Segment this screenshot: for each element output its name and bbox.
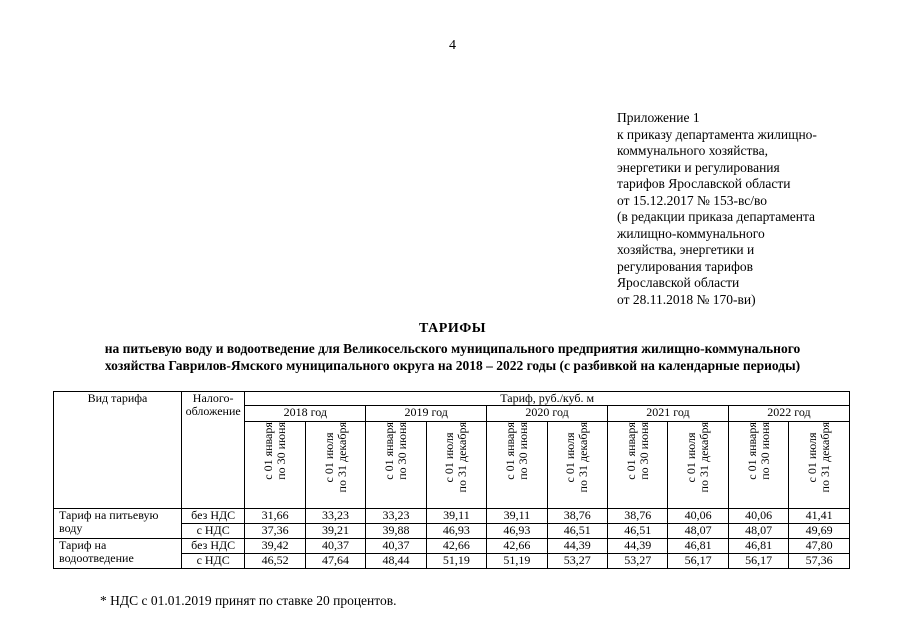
appendix-line: тарифов Ярославской области bbox=[617, 176, 791, 191]
tariff-value: 51,19 bbox=[426, 554, 486, 569]
header-year: 2021 год bbox=[608, 406, 729, 422]
period-label-line: с 01 июля bbox=[442, 432, 457, 483]
subtitle-line: хозяйства Гаврилов-Ямского муниципального округа на 2018 – 2022 годы (с разбивкой на календарные периоды) bbox=[104, 358, 801, 373]
period-label-line: с 01 января bbox=[502, 422, 517, 480]
appendix-line: к приказу департамента жилищно- bbox=[617, 126, 817, 142]
tariffs-table bbox=[53, 391, 850, 569]
period-label-line: по 30 июня bbox=[274, 422, 289, 480]
tariff-value: 39,42 bbox=[245, 539, 305, 554]
period-label-line: с 01 января bbox=[381, 422, 396, 480]
footnote: * НДС с 01.01.2019 принят по ставке 20 процентов. bbox=[100, 593, 397, 608]
header-taxation bbox=[181, 392, 244, 509]
tariff-value: 56,17 bbox=[668, 554, 728, 569]
tariff-value: 47,64 bbox=[305, 554, 365, 569]
tariff-value: 49,69 bbox=[789, 524, 850, 539]
tariff-value: 39,21 bbox=[305, 524, 365, 539]
tariff-value: 40,06 bbox=[728, 509, 788, 524]
taxation-cell: без НДС bbox=[181, 509, 244, 524]
tariff-value: 41,41 bbox=[789, 509, 850, 524]
appendix-line: Ярославской области bbox=[617, 275, 740, 290]
header-year: 2020 год bbox=[487, 406, 608, 422]
period-label-line: по 31 декабря bbox=[697, 422, 712, 493]
period-label bbox=[685, 422, 711, 492]
period-label bbox=[806, 422, 832, 492]
period-label bbox=[383, 422, 409, 480]
tariff-value: 56,17 bbox=[728, 554, 788, 569]
tariff-value: 46,93 bbox=[426, 524, 486, 539]
page-number: 4 bbox=[449, 38, 456, 53]
tariff-value: 38,76 bbox=[547, 509, 607, 524]
tariff-name: Тариф на питьевую воду bbox=[54, 509, 182, 539]
header-year: 2018 год bbox=[245, 406, 366, 422]
header-period bbox=[245, 422, 305, 509]
header-taxation-line: Налого- bbox=[192, 391, 234, 405]
period-label-line: по 31 декабря bbox=[455, 422, 470, 493]
tariff-value: 39,11 bbox=[426, 509, 486, 524]
tariff-value: 51,19 bbox=[487, 554, 547, 569]
period-label-line: по 30 июня bbox=[394, 422, 409, 480]
period-label bbox=[443, 422, 469, 492]
appendix-line: жилищно-коммунального bbox=[617, 225, 765, 241]
taxation-cell: с НДС bbox=[181, 554, 244, 569]
header-period bbox=[789, 422, 850, 509]
tariff-value: 42,66 bbox=[426, 539, 486, 554]
period-label-line: по 31 декабря bbox=[576, 422, 591, 493]
tariff-value: 42,66 bbox=[487, 539, 547, 554]
tariff-value: 57,36 bbox=[789, 554, 850, 569]
header-taxation-line: обложение bbox=[185, 404, 241, 418]
tariff-value: 46,93 bbox=[487, 524, 547, 539]
tariff-value: 39,11 bbox=[487, 509, 547, 524]
tariff-value: 44,39 bbox=[608, 539, 668, 554]
tariff-value: 37,36 bbox=[245, 524, 305, 539]
period-label-line: по 31 декабря bbox=[818, 422, 833, 493]
header-period bbox=[426, 422, 486, 509]
table-row bbox=[54, 539, 850, 554]
appendix-line: хозяйства, энергетики и bbox=[617, 242, 755, 257]
taxation-cell: без НДС bbox=[181, 539, 244, 554]
period-label-line: с 01 июля bbox=[321, 432, 336, 483]
header-period bbox=[728, 422, 788, 509]
period-label-line: по 30 июня bbox=[636, 422, 651, 480]
period-label bbox=[564, 422, 590, 492]
header-period bbox=[668, 422, 728, 509]
tariff-value: 40,37 bbox=[305, 539, 365, 554]
tariff-value: 53,27 bbox=[547, 554, 607, 569]
header-period bbox=[487, 422, 547, 509]
table-row bbox=[54, 509, 850, 524]
appendix-line: от 28.11.2018 № 170-ви) bbox=[617, 291, 756, 307]
tariff-value: 47,80 bbox=[789, 539, 850, 554]
header-year: 2019 год bbox=[366, 406, 487, 422]
tariff-value: 44,39 bbox=[547, 539, 607, 554]
header-year: 2022 год bbox=[728, 406, 849, 422]
tariff-name: Тариф на водоотведение bbox=[54, 539, 182, 569]
taxation-cell: с НДС bbox=[181, 524, 244, 539]
tariff-value: 46,81 bbox=[668, 539, 728, 554]
period-label bbox=[323, 422, 349, 492]
tariff-value: 39,88 bbox=[366, 524, 426, 539]
period-label bbox=[625, 422, 651, 480]
appendix-line: (в редакции приказа департамента bbox=[617, 209, 816, 224]
period-label bbox=[262, 422, 288, 480]
tariff-value: 48,44 bbox=[366, 554, 426, 569]
period-label-line: по 30 июня bbox=[757, 422, 772, 480]
tariff-value: 46,51 bbox=[608, 524, 668, 539]
appendix-line: регулирования тарифов bbox=[617, 258, 754, 274]
period-label-line: по 30 июня bbox=[515, 422, 530, 480]
period-label-line: с 01 января bbox=[623, 422, 638, 480]
period-label-line: с 01 января bbox=[261, 422, 276, 480]
period-label bbox=[504, 422, 530, 480]
subtitle-line: на питьевую воду и водоотведение для Великосельского муниципального предприятия жилищно-коммунального bbox=[104, 341, 801, 356]
tariff-value: 38,76 bbox=[608, 509, 668, 524]
header-period bbox=[608, 422, 668, 509]
period-label-line: по 31 декабря bbox=[334, 422, 349, 493]
appendix-line: коммунального хозяйства, bbox=[617, 143, 768, 158]
header-tariff-unit: Тариф, руб./куб. м bbox=[245, 392, 850, 406]
document-title: ТАРИФЫ bbox=[419, 321, 486, 336]
tariff-value: 48,07 bbox=[728, 524, 788, 539]
header-period bbox=[366, 422, 426, 509]
tariff-value: 46,52 bbox=[245, 554, 305, 569]
appendix-block bbox=[617, 110, 897, 308]
tariff-value: 53,27 bbox=[608, 554, 668, 569]
appendix-line: энергетики и регулирования bbox=[617, 159, 780, 175]
appendix-line: Приложение 1 bbox=[617, 110, 700, 125]
period-label-line: с 01 января bbox=[744, 422, 759, 480]
period-label bbox=[746, 422, 772, 480]
period-label-line: с 01 июля bbox=[563, 432, 578, 483]
tariff-value: 40,37 bbox=[366, 539, 426, 554]
period-label-line: с 01 июля bbox=[684, 432, 699, 483]
tariff-value: 31,66 bbox=[245, 509, 305, 524]
document-subtitle bbox=[40, 340, 865, 374]
header-period bbox=[547, 422, 607, 509]
tariff-value: 33,23 bbox=[305, 509, 365, 524]
tariff-value: 46,81 bbox=[728, 539, 788, 554]
tariff-value: 48,07 bbox=[668, 524, 728, 539]
tariff-value: 46,51 bbox=[547, 524, 607, 539]
tariff-value: 40,06 bbox=[668, 509, 728, 524]
appendix-line: от 15.12.2017 № 153-вс/во bbox=[617, 192, 768, 208]
tariff-value: 33,23 bbox=[366, 509, 426, 524]
period-label-line: с 01 июля bbox=[805, 432, 820, 483]
header-period bbox=[305, 422, 365, 509]
header-tariff-type: Вид тарифа bbox=[54, 392, 182, 509]
